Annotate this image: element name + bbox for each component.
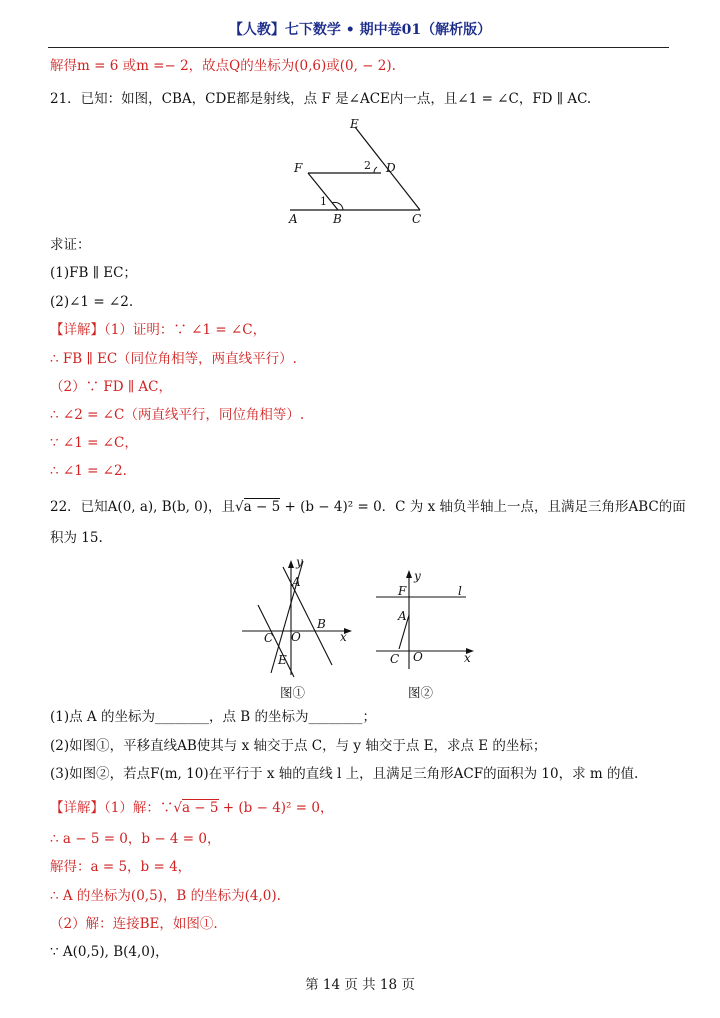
text-line: ∵ A(0,5), B(4,0)，	[50, 944, 169, 960]
label-C: C	[264, 631, 274, 645]
y-axis-arrow-icon	[288, 560, 294, 568]
label-A: A	[398, 609, 407, 623]
text-line: ∴ ∠2 = ∠C（两直线平行，同位角相等）.	[50, 407, 305, 423]
angle-2-arc	[374, 167, 377, 173]
label-D: D	[386, 161, 396, 175]
label-B: B	[333, 212, 342, 226]
header-rule	[48, 47, 669, 48]
text-line: 解得：a = 5，b = 4，	[50, 859, 192, 875]
figure-caption: 图②	[408, 685, 434, 700]
text-line: (2)如图①，平移直线AB使其与 x 轴交于点 C，与 y 轴交于点 E，求点 E 的坐标；	[50, 738, 547, 754]
label-C: C	[412, 212, 422, 226]
text-line: 【详解】（1）证明：∵ ∠1 = ∠C，	[50, 322, 267, 338]
label-l: l	[458, 584, 462, 598]
text-span: 22．已知A(0, a), B(b, 0)，且	[50, 499, 236, 515]
label-F: F	[294, 161, 303, 175]
text-line: 积为 15.	[50, 530, 103, 546]
problem-21-statement: 21．已知：如图，CBA，CDE都是射线，点 F 是∠ACE内一点，且∠1 = ∠C，FD ∥ AC.	[50, 91, 592, 107]
label-E: E	[278, 653, 287, 667]
line-AB	[283, 567, 332, 665]
label-O: O	[291, 630, 301, 644]
text-line: 解得m = 6 或m =− 2，故点Q的坐标为(0,6)或(0, − 2).	[50, 58, 396, 74]
label-A: A	[289, 212, 298, 226]
text-span: + (b − 4)² = 0，	[222, 800, 334, 816]
figure-22-1	[240, 555, 360, 705]
text-line: ∴ FB ∥ EC（同位角相等，两直线平行）.	[50, 351, 297, 367]
label-E: E	[350, 117, 359, 131]
text-line: ∴ A 的坐标为(0,5)，B 的坐标为(4,0).	[50, 888, 281, 904]
label-F: F	[398, 584, 407, 598]
text-span: 【详解】（1）解：∵	[50, 800, 174, 816]
text-line: （2）∵ FD ∥ AC，	[50, 379, 172, 395]
y-axis-arrow-icon	[406, 570, 412, 578]
label-x: x	[340, 630, 347, 644]
text-line: (3)如图②，若点F(m, 10)在平行于 x 轴的直线 l 上，且满足三角形ACF的面积为 10，求 m 的值.	[50, 766, 639, 782]
text-span: + (b − 4)² = 0．C 为 x 轴负半轴上一点，且满足三角形ABC的面	[284, 499, 686, 515]
label-y: y	[296, 555, 303, 569]
figure-22-2	[370, 565, 480, 705]
sqrt-content: a − 5	[181, 800, 219, 816]
problem-22-statement	[50, 497, 686, 517]
label-A: A	[292, 575, 301, 589]
solution-line	[50, 798, 333, 818]
text-line: ∵ ∠1 = ∠C，	[50, 435, 138, 451]
text-line: ∴ a − 5 = 0，b − 4 = 0，	[50, 831, 221, 847]
figure-caption: 图①	[280, 685, 306, 700]
sqrt-content: a − 5	[243, 499, 281, 515]
text-line: 求证：	[50, 237, 91, 253]
page-header: 【人教】七下数学 • 期中卷01（解析版）	[228, 22, 492, 38]
text-line: （2）解：连接BE，如图①.	[50, 916, 218, 932]
label-B: B	[317, 617, 326, 631]
label-angle-1: 1	[320, 195, 327, 208]
label-x: x	[464, 651, 471, 665]
text-line: ∴ ∠1 = ∠2.	[50, 463, 127, 479]
label-angle-2: 2	[364, 159, 371, 172]
label-y: y	[414, 569, 421, 583]
label-O: O	[413, 650, 423, 664]
page-footer: 第 14 页 共 18 页	[305, 977, 415, 993]
text-line: (1)点 A 的坐标为________，点 B 的坐标为________；	[50, 709, 376, 725]
label-C: C	[390, 652, 400, 666]
figure-21	[280, 115, 440, 227]
sqrt-sign: √	[235, 499, 244, 515]
text-line: (2)∠1 = ∠2.	[50, 294, 134, 310]
text-line: (1)FB ∥ EC；	[50, 265, 137, 281]
sqrt-sign: √	[173, 800, 182, 816]
